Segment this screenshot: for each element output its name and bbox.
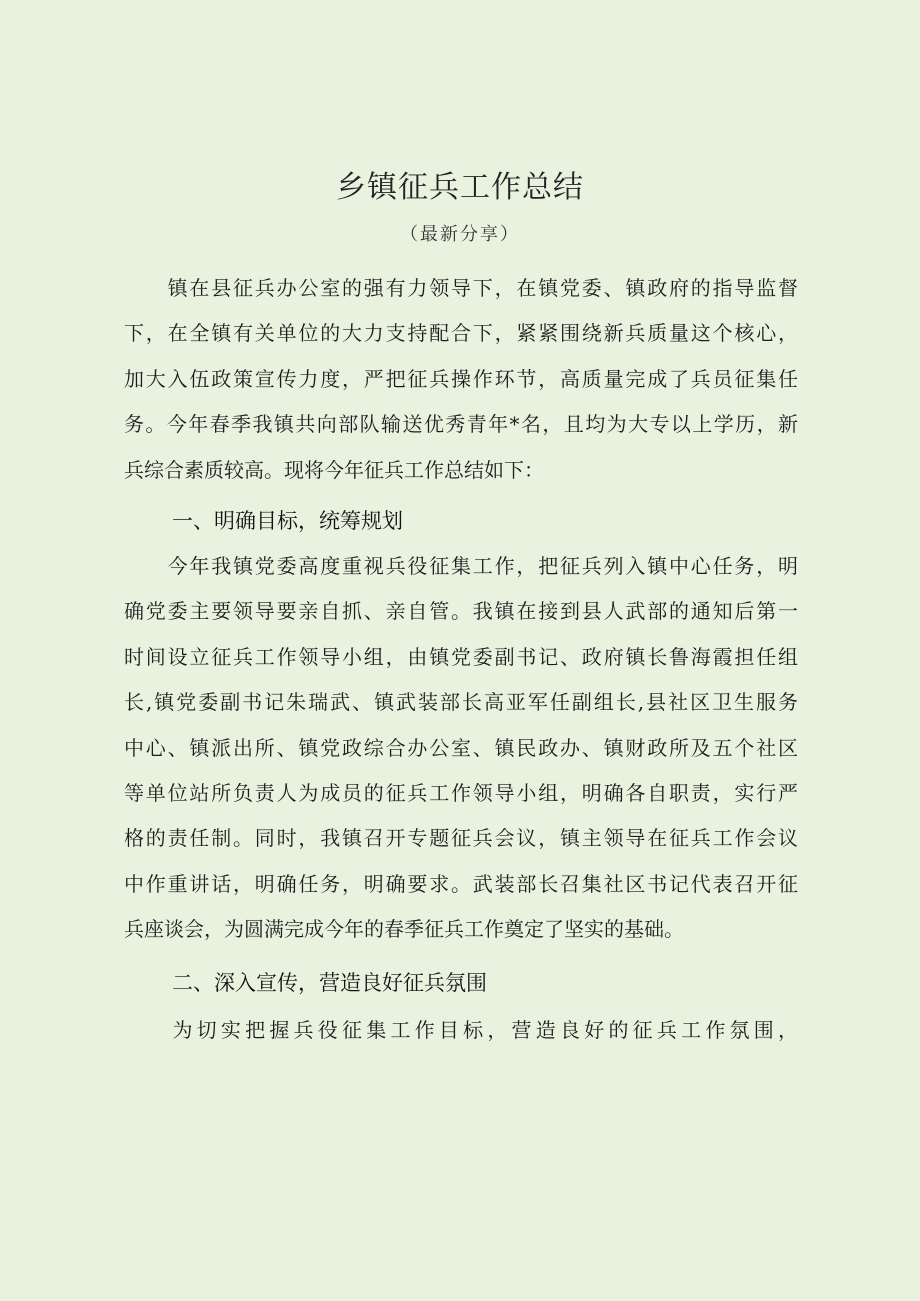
paragraph-line: 镇在县征兵办公室的强有力领导下，在镇党委、镇政府的指导监督: [124, 276, 798, 300]
section1-paragraph: [124, 544, 798, 953]
paragraph-line: 确党委主要领导要亲自抓、亲自管。我镇在接到县人武部的通知后第一: [124, 599, 798, 624]
paragraph-line: 时间设立征兵工作领导小组，由镇党委副书记、政府镇长鲁海霞担任组: [124, 644, 798, 669]
paragraph-line: 今年我镇党委高度重视兵役征集工作，把征兵列入镇中心任务，明: [124, 554, 798, 578]
paragraph-line: 长,镇党委副书记朱瑞武、镇武装部长高亚军任副组长,县社区卫生服务: [124, 690, 798, 715]
section-heading-2: 二、深入宣传，营造良好征兵氛围: [172, 971, 487, 995]
paragraph-line: 为切实把握兵役征集工作目标，营造良好的征兵工作氛围，: [124, 1018, 798, 1042]
paragraph-line: 兵综合素质较高。现将今年征兵工作总结如下：: [124, 457, 544, 482]
section2-paragraph: [124, 1008, 798, 1053]
paragraph-line: 务。今年春季我镇共向部队输送优秀青年*名，且均为大专以上学历，新: [124, 412, 798, 437]
section-heading-1: 一、明确目标，统筹规划: [172, 509, 403, 533]
paragraph-line: 格的责任制。同时，我镇召开专题征兵会议，镇主领导在征兵工作会议: [124, 826, 798, 851]
document-title: 乡镇征兵工作总结: [336, 170, 584, 205]
document-subtitle: （最新分享）: [400, 224, 520, 245]
intro-paragraph: [124, 266, 798, 493]
paragraph-line: 下，在全镇有关单位的大力支持配合下，紧紧围绕新兵质量这个核心，: [124, 321, 798, 346]
paragraph-line: 中心、镇派出所、镇党政综合办公室、镇民政办、镇财政所及五个社区: [124, 735, 798, 760]
paragraph-line: 加大入伍政策宣传力度，严把征兵操作环节，高质量完成了兵员征集任: [124, 366, 798, 391]
paragraph-line: 中作重讲话，明确任务，明确要求。武装部长召集社区书记代表召开征: [124, 871, 798, 896]
paragraph-line: 兵座谈会，为圆满完成今年的春季征兵工作奠定了坚实的基础。: [124, 917, 684, 942]
paragraph-line: 等单位站所负责人为成员的征兵工作领导小组，明确各自职责，实行严: [124, 780, 798, 805]
